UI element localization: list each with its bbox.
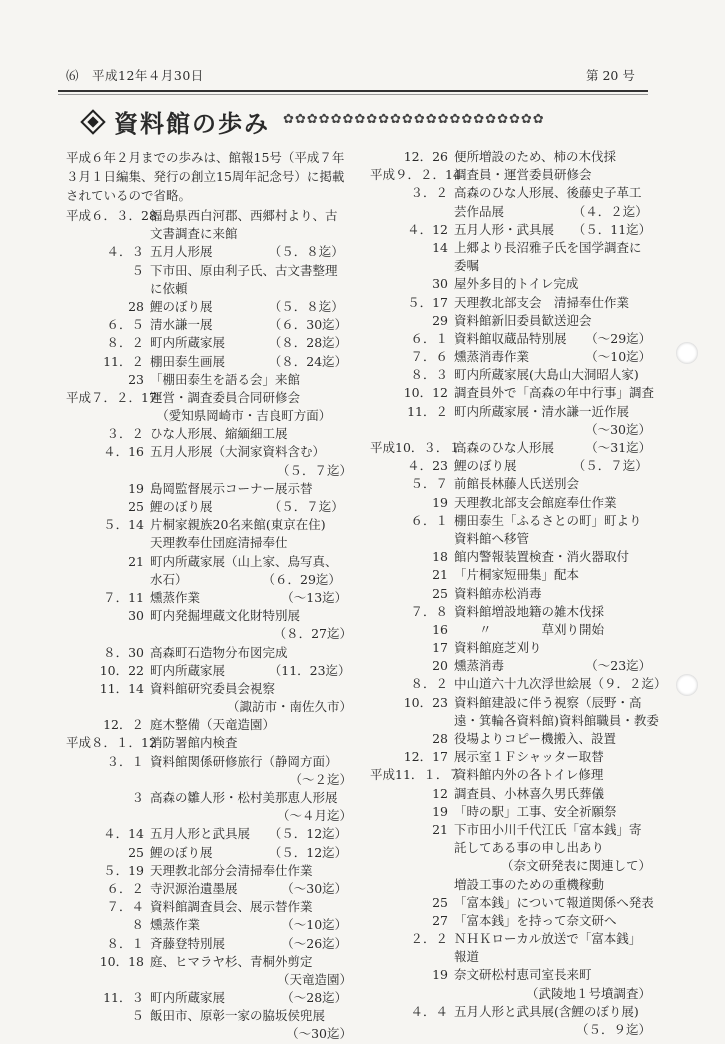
entry-date [370,257,454,275]
entry-date: ８．２ [106,335,144,351]
chronology-entry [66,971,356,989]
chronology-entry [370,1003,655,1021]
entry-text: （～２迄） [289,771,352,787]
right-column [370,148,667,1039]
header-rule [58,90,648,92]
entry-date: 平成７．２．17 [66,389,157,405]
chronology-entry [66,389,356,407]
chronology-entry [66,425,356,443]
entry-text: 鯉のぼり展 （５．８迄） [150,298,344,314]
entry-text: 庭木整備（天竜造園） [150,717,276,733]
entry-date: 11．２ [103,353,144,369]
entry-text: （５．９迄） [575,1022,651,1037]
chronology-entry [370,876,655,894]
entry-text: 燻蒸消毒作業 （～10迄） [454,349,652,365]
chronology-list-left [66,207,356,1044]
entry-text: （～30迄） [585,421,651,437]
chronology-entry [370,530,655,548]
entry-text: （諏訪市・南佐久市） [226,699,352,715]
header-rule-thin [58,94,648,95]
chronology-entry [66,334,356,352]
chronology-entry [370,366,655,384]
chronology-entry [66,316,356,334]
entry-date: ７．８ [410,603,448,619]
entry-date: ６．１ [410,512,448,528]
entry-date: ７．11 [103,589,144,605]
entry-text: 島岡監督展示コーナー展示替 [150,480,313,496]
chronology-entry [66,807,356,825]
entry-text: 飯田市、原彰一家の脇坂侯兜展 [150,1008,326,1024]
entry-text: 前館長林藤人氏送別会 [454,476,580,492]
entry-text: ひな人形展、縮緬細工展 [150,426,288,442]
chronology-entry [66,825,356,843]
entry-text: 五月人形と武具展 （５．12迄） [150,826,348,842]
entry-date: 21 [128,553,144,569]
chronology-entry [370,730,655,748]
entry-date: 17 [432,640,448,656]
entry-date: ８ [131,917,144,933]
entry-date: 平成10．３．１ [370,440,461,455]
entry-date [66,771,150,789]
entry-text: 燻蒸作業 （～10迄） [150,917,348,933]
entry-date [66,1025,150,1043]
entry-text: 調査員、小林喜久男氏葬儀 [454,785,605,801]
entry-text: 奈文研松村恵司室長来町 [454,967,592,983]
entry-date: 19 [432,967,448,983]
entry-text: 町内所蔵家展(大島山大洞昭人家) [454,367,639,383]
chronology-entry [370,548,655,566]
entry-date: ４．23 [407,458,448,474]
chronology-entry [370,803,655,821]
chronology-entry [66,716,356,734]
binder-hole [676,674,698,696]
chronology-entry [370,966,655,984]
entry-date [66,534,150,552]
chronology-entry [370,475,655,493]
entry-date: ５．17 [407,294,448,310]
entry-text: 資料館調査員会、展示替作業 [150,899,313,915]
entry-text: 町内所蔵家展 （８．28迄） [150,335,348,351]
entry-date [370,985,454,1003]
entry-text: 棚田泰生「ふるさとの町」町より [454,512,642,528]
chronology-entry [66,625,356,643]
chronology-entry [370,603,655,621]
entry-text: 中山道六十九次浮世絵展（９．２迄） [454,676,667,692]
entry-text: 文書調査に来館 [150,226,238,242]
entry-text: 燻蒸消毒 （～23迄） [454,658,652,674]
chronology-entry [370,275,655,293]
entry-text: 増設工事のための重機稼動 [454,876,605,892]
entry-date [66,407,150,425]
chronology-entry [370,712,659,730]
entry-text: 天理教北部支会館庭奉仕作業 [454,494,617,510]
entry-date: ８．３ [410,367,448,383]
entry-text: 燻蒸作業 （～13迄） [150,589,348,605]
chronology-entry [370,512,655,530]
entry-date: 25 [432,585,448,601]
entry-date: ５．７ [410,476,448,492]
entry-text: ＮＨＫローカル放送で「富本銭」 [454,931,642,947]
entry-date [66,462,150,480]
chronology-entry [66,607,356,625]
chronology-entry [66,862,356,880]
entry-text: 五月人形展（大洞家資料含む） [150,444,326,460]
chronology-entry [66,844,356,862]
entry-text: 町内所蔵家展（山上家、鳥写真、 [150,553,338,569]
entry-date: ３．１ [106,753,144,769]
entry-text: 報道 [454,949,480,965]
entry-text: （～４月迄） [276,808,352,824]
entry-date: ３．２ [410,185,448,201]
entry-text: 役場よりコピー機搬入、設置 [454,731,617,746]
flower-ornament-icon: ✿✿✿✿✿✿✿✿✿✿✿✿✿✿✿✿✿✿✿✿✿✿ [283,112,545,127]
chronology-entry [370,221,655,239]
entry-text: 高森町石造物分布図完成 [150,644,288,660]
chronology-entry [370,494,655,512]
entry-text: 資料館へ移管 [454,530,530,546]
entry-date [370,839,454,857]
entry-date: ４．12 [407,221,448,237]
entry-date: 12．２ [103,717,144,733]
entry-date: ６．５ [106,317,144,333]
entry-text: 資料館赤松消毒 [454,585,542,601]
chronology-entry [66,662,356,680]
entry-text: 下市田、原由利子氏、古文書整理 [150,262,338,278]
entry-text: 棚田泰生画展 （８．24迄） [150,353,348,369]
chronology-entry [370,985,655,1003]
chronology-entry [66,553,356,571]
entry-date: ４．14 [103,826,144,842]
chronology-entry [66,498,356,516]
chronology-entry [370,639,655,657]
entry-text: 高森のひな人形展 （～31迄） [454,440,652,455]
entry-date: 10．12 [403,385,448,401]
entry-text: 下市田小川千代江氏「富本銭」寄 [454,821,642,837]
entry-date: 11．14 [99,680,144,696]
chronology-entry [370,239,655,257]
entry-date: ５ [131,1008,144,1024]
entry-date: 30 [128,608,144,624]
entry-text: 運営・調査委員合同研修会 [150,389,301,405]
chronology-entry [370,821,655,839]
entry-text: （～30迄） [286,1026,352,1042]
entry-text: 「富本銭」について報道関係へ発表 [454,894,654,910]
chronology-entry [370,348,655,366]
entry-text: 福島県西白河郡、西郷村より、古 [150,208,338,223]
issue-date: ⑹ 平成12年４月30日 [66,68,204,83]
entry-text: 屋外多目的トイレ完成 [454,276,579,292]
chronology-entry [370,930,655,948]
entry-text: 〃 草刈り開始 [454,621,605,637]
chronology-entry [66,443,356,461]
issue-number: 第 20 号 [586,68,635,83]
chronology-entry [66,589,356,607]
entry-date [370,712,454,730]
entry-date [370,948,454,966]
chronology-entry [370,766,655,784]
entry-text: 資料館関係研修旅行（静岡方面） [150,753,338,769]
entry-text: 遠・箕輪各資料館)資料館職員・教委 [454,712,659,728]
chronology-entry [370,257,655,275]
chronology-entry [66,644,356,662]
entry-date: ５．14 [103,517,144,533]
chronology-entry [66,916,356,934]
entry-date: ８．30 [103,644,144,660]
chronology-entry [370,148,655,166]
entry-date: 10．23 [403,694,448,710]
chronology-entry [370,785,655,803]
entry-date [370,530,454,548]
section-title-bar [78,104,648,138]
entry-date: 平成９．２．14 [370,167,461,183]
entry-date: 25 [128,844,144,860]
chronology-entry [66,789,356,807]
chronology-entry [66,935,356,953]
chronology-entry [370,839,655,857]
chronology-entry [66,280,356,298]
entry-date: ７．６ [410,349,448,365]
entry-date [66,971,150,989]
chronology-entry [370,857,655,875]
entry-date: 19 [432,494,448,510]
chronology-entry [370,894,655,912]
entry-text: 片桐家親族20名来館(東京在住) [150,517,326,533]
chronology-entry [66,1025,356,1043]
entry-date: ５ [131,262,144,278]
entry-date: 19 [432,803,448,819]
entry-date: ４．４ [410,1003,448,1019]
entry-date: ４．３ [106,244,144,260]
entry-text: 展示室１Ｆシャッター取替 [454,749,604,765]
entry-text: （５．７迄） [276,462,352,478]
chronology-entry [66,262,356,280]
entry-text: 資料館研究委員会視察 [150,680,276,696]
entry-text: 町内発掘埋蔵文化財特別展 [150,608,301,624]
entry-text: 上郷より長沼雅子氏を国学調査に [454,239,642,255]
entry-text: 町内所蔵家展 （～28迄） [150,990,348,1006]
entry-text: 天理教奉仕団庭清掃奉仕 [150,535,288,551]
entry-date: 23 [128,371,144,387]
entry-text: 調査員・運営委員研修会 [454,167,592,183]
entry-text: 斉藤登特別展 （～26迄） [150,935,348,951]
entry-text: 天理教北部分会清掃奉仕作業 [150,862,313,878]
entry-date: 21 [432,821,448,837]
chronology-entry [66,480,356,498]
entry-text: 芸作品展 （４．２迄） [454,203,648,219]
entry-text: 消防署館内検査 [150,735,238,751]
chronology-entry [66,989,356,1007]
entry-date: ４．16 [103,444,144,460]
chronology-entry [370,694,655,712]
chronology-entry [370,421,655,439]
chronology-entry [66,880,356,898]
diamond-bullet-icon [80,109,105,134]
chronology-entry [370,621,655,639]
entry-date: 19 [128,480,144,496]
chronology-entry [370,203,655,221]
entry-date [370,203,454,221]
chronology-entry [370,585,655,603]
chronology-entry [370,403,655,421]
entry-text: 寺沢源治遺墨展 （～30迄） [150,880,348,896]
entry-date [370,857,454,875]
entry-text: 「富本銭」を持って奈文研へ [454,912,617,928]
entry-date: 25 [432,894,448,910]
entry-text: 町内所蔵家展・清水謙一近作展 [454,403,630,419]
entry-date: ３．２ [106,426,144,442]
chronology-entry [66,371,356,389]
entry-text: 鯉のぼり展 （５．７迄） [150,499,344,514]
entry-text: 五月人形・武具展 （５．11迄） [454,221,652,237]
entry-date: 11．３ [103,990,144,1006]
entry-date: ５．19 [103,862,144,878]
chronology-entry [66,1007,356,1025]
entry-text: 高森の雛人形・松村美那恵人形展 [150,790,338,805]
entry-text: 「時の駅」工事、安全祈願祭 [454,803,617,819]
entry-date: 30 [432,276,448,292]
chronology-list-right [370,148,667,1039]
entry-date: 平成８．１．12 [66,735,157,751]
entry-date [66,625,150,643]
chronology-entry [370,657,655,675]
entry-date: ２．２ [410,931,448,947]
chronology-entry [370,748,655,766]
entry-date: 12．17 [403,749,448,765]
entry-text: 調査員外で「高森の年中行事」調査 [454,385,655,401]
entry-date: 12 [432,785,448,801]
left-column [66,148,356,1044]
intro-paragraph: 平成６年２月までの歩みは、館報15号（平成７年３月１日編集、発行の創立15周年記念号）に掲載されているので省略。 [66,150,345,203]
entry-date: 29 [432,312,448,328]
chronology-entry [66,516,356,534]
entry-date: ３ [131,790,144,805]
entry-date: 28 [432,731,448,746]
chronology-entry [66,898,356,916]
chronology-entry [370,457,655,475]
entry-text: 高森のひな人形展、後藤史子革工 [454,185,642,201]
entry-text: 清水謙一展 （６．30迄） [150,317,348,333]
chronology-entry [66,225,356,243]
entry-date: 平成11．１．７ [370,767,461,783]
entry-text: 館内警報装置検査・消火器取付 [454,549,630,565]
entry-text: 鯉のぼり展 （５．７迄） [454,458,648,474]
entry-text: 託してある事の申し出あり [454,840,605,856]
chronology-entry [370,912,655,930]
entry-date: 21 [432,567,448,583]
chronology-entry [370,675,667,693]
entry-text: 庭、ヒマラヤ杉、青桐外剪定 [150,953,313,969]
chronology-entry [66,207,356,225]
entry-date: 28 [128,298,144,314]
entry-text: 天理教北部支会 清掃奉仕作業 [454,294,630,310]
chronology-entry [66,953,356,971]
entry-text: 便所増設のため、柿の木伐採 [454,149,617,164]
entry-date [66,280,150,298]
entry-date: ６．２ [106,880,144,896]
chronology-entry [66,698,356,716]
chronology-entry [66,353,356,371]
chronology-entry [66,298,356,316]
entry-text: 水石） （６．29迄） [150,571,341,587]
chronology-entry [370,312,655,330]
entry-text: 「片桐家短冊集」配本 [454,567,580,583]
entry-date: 10．18 [99,953,144,969]
chronology-entry [370,439,655,457]
entry-date: 27 [432,912,448,928]
entry-text: 五月人形と武具展(含鯉のぼり展) [454,1003,639,1019]
chronology-entry [66,407,356,425]
entry-date: 25 [128,499,144,514]
entry-date: ８．１ [106,935,144,951]
entry-date: ６．１ [410,330,448,346]
binder-hole [676,342,698,364]
entry-date [66,807,150,825]
entry-text: 資料館建設に伴う視察（辰野・高 [454,694,642,710]
chronology-entry [370,948,655,966]
entry-text: 資料館内外の各トイレ修理 [454,767,604,783]
entry-text: に依頼 [150,280,188,296]
chronology-entry [370,294,655,312]
chronology-entry [66,462,356,480]
chronology-entry [370,330,655,348]
chronology-entry [370,184,655,202]
entry-text: 資料館庭芝刈り [454,640,542,656]
chronology-entry [66,571,356,589]
entry-date: 16 [432,621,448,637]
chronology-entry [370,384,655,402]
entry-text: （愛知県岡崎市・吉良町方面） [150,408,332,424]
entry-date: 12．26 [403,149,448,164]
entry-text: 五月人形展 （５．８迄） [150,244,344,260]
entry-text: （奈文研発表に関連して） [500,858,651,874]
entry-text: 町内所蔵家展 （11．23迄） [150,662,351,678]
chronology-entry [370,166,655,184]
entry-text: （天竜造園） [276,971,352,987]
entry-text: 委嘱 [454,258,480,274]
section-title: 資料館の歩み [114,109,270,138]
entry-date [66,225,150,243]
entry-date: ８．２ [410,676,448,692]
chronology-entry [66,734,356,752]
entry-date: 11．２ [407,403,448,419]
entry-date: ７．４ [106,899,144,915]
entry-text: 資料館新旧委員歓送迎会 [454,312,592,328]
entry-text: （８．27迄） [273,626,352,642]
chronology-entry [66,771,356,789]
chronology-entry [66,534,356,552]
chronology-entry [66,680,356,698]
entry-date: 14 [432,239,448,255]
chronology-entry [66,753,356,771]
entry-date: 18 [432,549,448,565]
chronology-entry [66,243,356,261]
entry-text: 資料館収蔵品特別展 （～29迄） [454,330,652,346]
chronology-entry [370,566,655,584]
entry-date [370,876,454,894]
entry-date: 平成６．３．28 [66,208,157,223]
entry-text: 資料館増設地籍の雑木伐採 [454,603,605,619]
entry-text: （武陵地１号墳調査） [525,985,651,1001]
entry-date [370,421,454,439]
entry-date [66,698,150,716]
entry-date: 20 [432,658,448,674]
entry-text: 「棚田泰生を語る会」来館 [150,371,301,387]
entry-text: 鯉のぼり展 （５．12迄） [150,844,348,860]
entry-date [66,571,150,589]
entry-date: 10．22 [99,662,144,678]
